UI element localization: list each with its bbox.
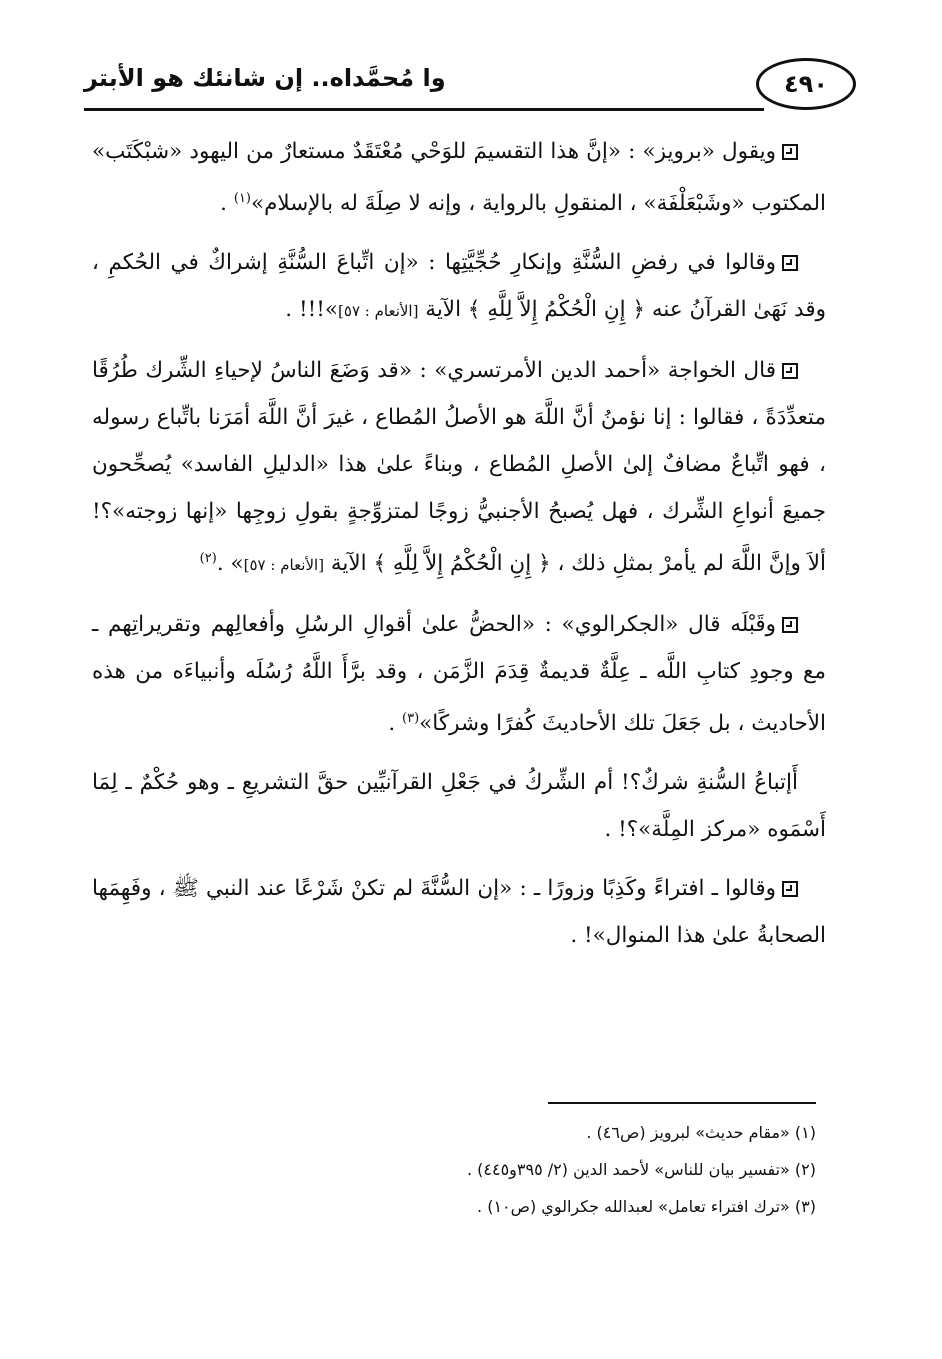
main-text xyxy=(92,128,826,971)
paragraph-text: قال الخواجة «أحمد الدين الأمرتسري» : «قد وَضَعَ الناسُ لإحياءِ الشِّرك طُرُقًا متعدِّدَةً ، فقالوا : إنا نؤمنُ أنَّ اللَّهَ هو الأصلُ المُطاع ، غيرَ أنَّ اللَّهَ أمَرَنا باتِّباع رسوله ، فهو اتِّباعٌ مضافٌ إلىٰ الأصلِ المُطاع ، وبناءً علىٰ هذا «الدليلِ الفاسد» يُصحِّحون جميعَ أنواعِ الشِّرك ، فهل يُصبحُ الأجنبيُّ زوجًا لمتزوِّجةٍ بقولِ زوجِها «إنها زوجته»؟! ألاَ وإنَّ اللَّهَ لم يأمرْ بمثلِ ذلك ، ﴿ إِنِ الْحُكْمُ إِلاَّ لِلَّهِ ﴾ الآية xyxy=(92,358,826,577)
page-number: ٤٩٠ xyxy=(756,58,856,110)
paragraph-tail: » . xyxy=(216,551,244,577)
footnote-ref: (١) xyxy=(233,191,251,206)
paragraph xyxy=(92,239,826,335)
paragraph-text: وقَبْلَه قال «الجكرالوي» : «الحضُّ علىٰ أقوالِ الرسُلِ وأفعالِهم وتقريراتِهم ـ مع وجودِ كتابِ اللَّه ـ عِلَّةٌ قديمةٌ قِدَمَ الزَّمَن ، وقد برَّأَ اللَّهُ رُسُلَه وأنبياءَه من هذه الأحاديث ، بل جَعَلَ تلك الأحاديثَ كُفرًا وشركًا» xyxy=(92,612,826,737)
paragraph-tail: »!!! . xyxy=(285,297,339,323)
paragraph xyxy=(92,865,826,959)
footnote: (٣) «ترك افتراء تعامل» لعبدالله جكرالوي (ص١٠) . xyxy=(477,1197,816,1216)
quran-citation: [الأنعام : ٥٧] xyxy=(243,556,325,575)
paragraph xyxy=(92,759,826,853)
page-header xyxy=(84,58,856,110)
paragraph-text: وقالوا في رفضِ السُّنَّةِ وإنكارِ حُجِّيَّتِها : «إن اتِّباعَ السُّنَّةِ إشراكٌ في الحُكمِ ، وقد نَهَىٰ القرآنُ عنه ﴿ إِنِ الْحُكْمُ إِلاَّ لِلَّهِ ﴾ الآية xyxy=(92,250,826,323)
footnote-ref: (٢) xyxy=(199,551,217,567)
footnote: (١) «مقام حديث» لبرويز (ص٤٦) . xyxy=(586,1123,816,1142)
header-divider xyxy=(84,108,764,111)
paragraph xyxy=(92,347,826,589)
paragraph xyxy=(92,128,826,227)
checkbox-icon xyxy=(782,881,798,897)
paragraph-text: وقالوا ـ افتراءً وكَذِبًا وزورًا ـ : «إن السُّنَّةَ لم تكنْ شَرْعًا عند النبي ﷺ ، وفَهِمَها الصحابةُ علىٰ هذا المنوال»! . xyxy=(92,876,826,949)
quran-citation: [الأنعام : ٥٧] xyxy=(338,302,419,321)
footnote-divider xyxy=(548,1102,816,1104)
checkbox-icon xyxy=(782,144,798,160)
paragraph-tail: . xyxy=(388,711,402,737)
footnote: (٢) «تفسير بيان للناس» لأحمد الدين (٢/ ٣٩٥و٤٤٥) . xyxy=(466,1160,816,1179)
paragraph-tail: . xyxy=(220,191,234,217)
checkbox-icon xyxy=(782,617,798,633)
running-title: وا مُحمَّداه.. إن شانئك هو الأبتر xyxy=(84,64,446,92)
paragraph-text: ويقول «برويز» : «إنَّ هذا التقسيمَ للوَحْي مُعْتَقَدٌ مستعارٌ من اليهود «شبْكَتَب» المكتوب «وشَبْعَلْفَة» ، المنقولِ بالرواية ، وإنه لا صِلَةَ له بالإسلام» xyxy=(92,139,826,217)
footnotes xyxy=(256,1114,816,1225)
checkbox-icon xyxy=(782,363,798,379)
paragraph xyxy=(92,601,826,747)
checkbox-icon xyxy=(782,255,798,271)
footnote-ref: (٣) xyxy=(402,711,420,727)
paragraph-text: أَإتباعُ السُّنةِ شركٌ؟! أم الشِّركُ في جَعْلِ القرآنيِّين حقَّ التشريعِ ـ وهو حُكْمٌ ـ لِمَا أَسْمَوه «مركز المِلَّة»؟! . xyxy=(92,770,826,843)
